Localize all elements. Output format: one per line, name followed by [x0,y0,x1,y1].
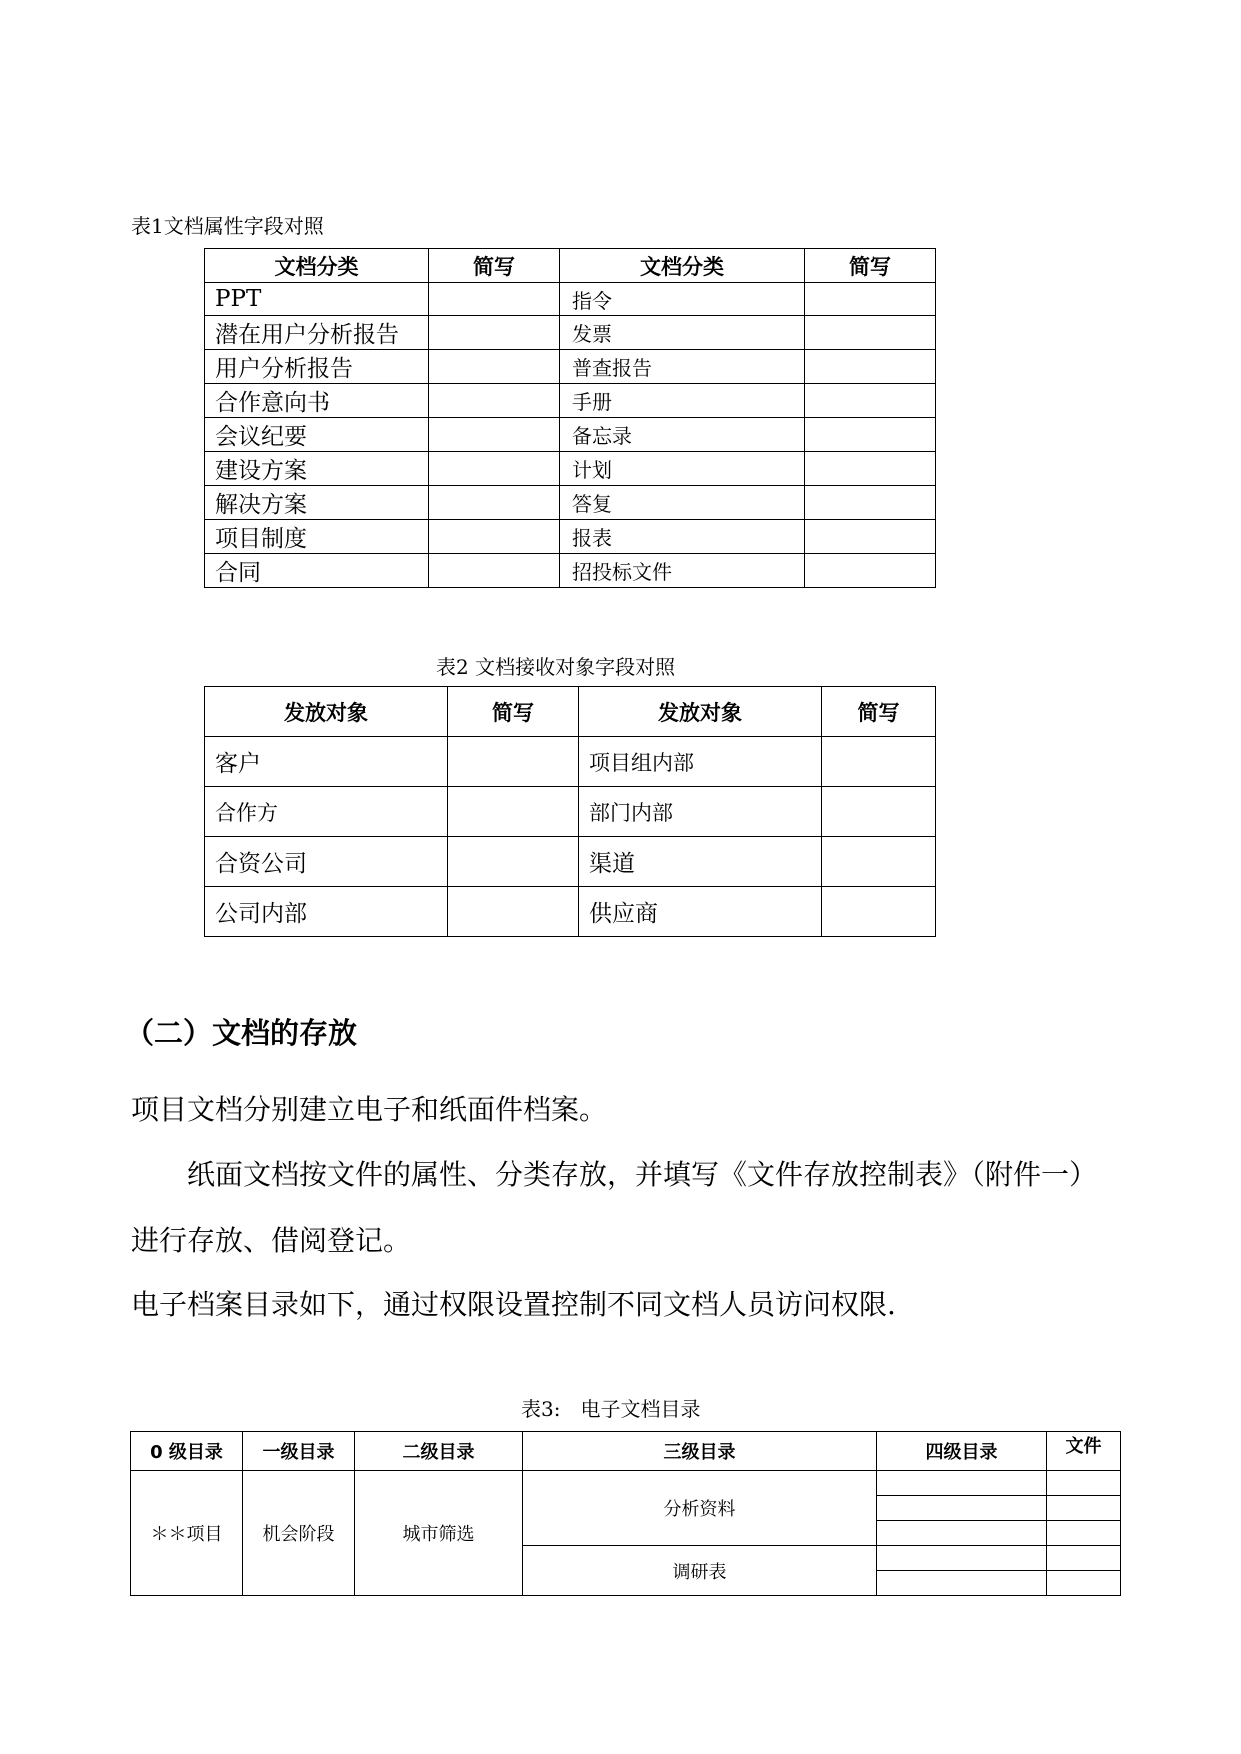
abbreviation-cell [429,384,560,418]
table3 [130,1431,1121,1596]
category-cell: 客户 [205,737,448,787]
table1-header-category: 文档分类 [205,249,429,283]
table2-header-target: 发放对象 [579,687,822,737]
abbreviation-cell [805,350,936,384]
table2 [204,686,936,937]
category-cell: 项目组内部 [579,737,822,787]
category-cell: 备忘录 [560,418,805,452]
abbreviation-cell [448,837,579,887]
table3-header-level4: 四级目录 [877,1432,1047,1471]
table-row [205,316,936,350]
table3-level4-cell [877,1521,1047,1546]
abbreviation-cell [805,520,936,554]
table-row [205,837,936,887]
table3-file-cell [1047,1546,1121,1571]
category-cell: 建设方案 [205,452,429,486]
table-row [205,384,936,418]
abbreviation-cell [429,350,560,384]
abbreviation-cell [429,486,560,520]
category-cell: 指令 [560,283,805,316]
table3-level3-cell: 分析资料 [523,1471,877,1546]
table1-header-abbr: 简写 [805,249,936,283]
category-cell: 报表 [560,520,805,554]
table-row [205,787,936,837]
category-cell: 潜在用户分析报告 [205,316,429,350]
table1-header-abbr: 简写 [429,249,560,283]
table1-caption: 表1文档属性字段对照 [131,214,324,238]
table2-header-row [205,687,936,737]
abbreviation-cell [805,418,936,452]
table3-level4-cell [877,1546,1047,1571]
table-row [205,486,936,520]
abbreviation-cell [805,283,936,316]
abbreviation-cell [805,554,936,588]
category-cell: 部门内部 [579,787,822,837]
table3-header-level2: 二级目录 [355,1432,523,1471]
category-cell: 合同 [205,554,429,588]
table-row [205,283,936,316]
abbreviation-cell [429,418,560,452]
table3-level4-cell [877,1496,1047,1521]
table3-caption: 表3: 电子文档目录 [521,1397,701,1421]
abbreviation-cell [822,837,936,887]
table3-header-level0: 0 级目录 [131,1432,243,1471]
category-cell: 供应商 [579,887,822,937]
abbreviation-cell [429,316,560,350]
table3-file-cell [1047,1571,1121,1596]
abbreviation-cell [429,520,560,554]
category-cell: 招投标文件 [560,554,805,588]
table-row [205,350,936,384]
paragraph: 进行存放、借阅登记。 [131,1224,412,1257]
abbreviation-cell [448,887,579,937]
abbreviation-cell [805,384,936,418]
table2-header-target: 发放对象 [205,687,448,737]
table1 [204,248,936,588]
category-cell: PPT [205,283,429,316]
table3-level4-cell [877,1471,1047,1496]
table3-level1-cell: 机会阶段 [243,1471,355,1596]
category-cell: 用户分析报告 [205,350,429,384]
table-row [205,418,936,452]
abbreviation-cell [429,283,560,316]
abbreviation-cell [429,452,560,486]
table2-header-abbr: 简写 [448,687,579,737]
category-cell: 发票 [560,316,805,350]
table1-header-category: 文档分类 [560,249,805,283]
paragraph: 纸面文档按文件的属性、分类存放，并填写《文件存放控制表》（附件一） [187,1158,1098,1191]
table2-caption: 表2 文档接收对象字段对照 [436,655,676,679]
category-cell: 解决方案 [205,486,429,520]
category-cell: 渠道 [579,837,822,887]
paragraph: 电子档案目录如下，通过权限设置控制不同文档人员访问权限. [131,1288,896,1321]
abbreviation-cell [822,787,936,837]
category-cell: 公司内部 [205,887,448,937]
table-row [205,887,936,937]
table3-file-cell [1047,1471,1121,1496]
category-cell: 会议纪要 [205,418,429,452]
table3-header-row [131,1432,1121,1471]
table-row [205,737,936,787]
abbreviation-cell [429,554,560,588]
abbreviation-cell [822,737,936,787]
table-row [205,554,936,588]
abbreviation-cell [805,486,936,520]
category-cell: 合资公司 [205,837,448,887]
table1-header-row [205,249,936,283]
abbreviation-cell [822,887,936,937]
table3-header-level1: 一级目录 [243,1432,355,1471]
table3-file-cell [1047,1496,1121,1521]
category-cell: 合作意向书 [205,384,429,418]
abbreviation-cell [448,787,579,837]
abbreviation-cell [448,737,579,787]
table-row [205,520,936,554]
table3-header-level3: 三级目录 [523,1432,877,1471]
table-row [131,1471,1121,1496]
category-cell: 手册 [560,384,805,418]
table3-level3-cell: 调研表 [523,1546,877,1596]
table3-header-file: 文件 [1047,1432,1121,1471]
paragraph: 项目文档分别建立电子和纸面件档案。 [131,1093,608,1126]
category-cell: 答复 [560,486,805,520]
table3-level4-cell [877,1571,1047,1596]
abbreviation-cell [805,452,936,486]
table3-file-cell [1047,1521,1121,1546]
table3-level0-cell: ＊＊项目 [131,1471,243,1596]
abbreviation-cell [805,316,936,350]
category-cell: 合作方 [205,787,448,837]
category-cell: 项目制度 [205,520,429,554]
category-cell: 计划 [560,452,805,486]
table3-level2-cell: 城市筛选 [355,1471,523,1596]
table-row [205,452,936,486]
table2-header-abbr: 简写 [822,687,936,737]
section-heading: （二）文档的存放 [125,1016,358,1050]
category-cell: 普查报告 [560,350,805,384]
